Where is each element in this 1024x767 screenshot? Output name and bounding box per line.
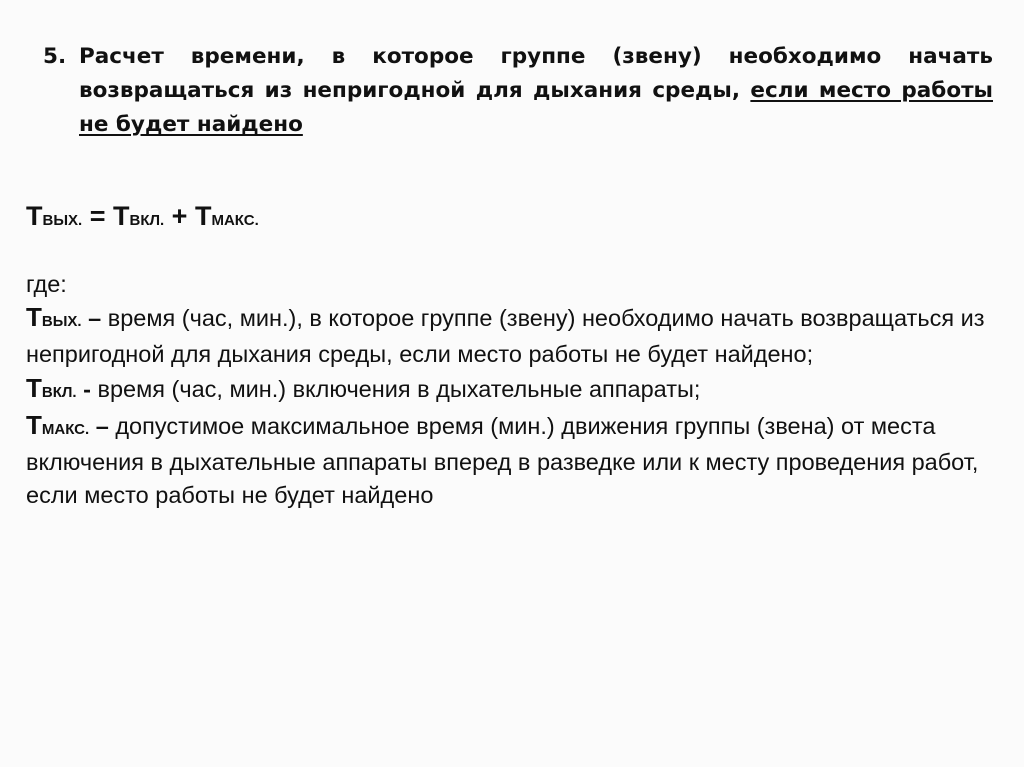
definitions bbox=[26, 268, 1001, 512]
formula-t1-sub: ВКЛ. bbox=[129, 212, 165, 229]
formula-lhs: Т bbox=[26, 201, 43, 231]
formula-plus: + bbox=[164, 201, 195, 231]
definition-text: время (час, мин.), в которое группе (звену) необходимо начать возвращаться из непригодной для дыхания среды, если место работы не будет найдено; bbox=[26, 305, 985, 368]
heading-number: 5. bbox=[43, 44, 67, 69]
definition-item bbox=[26, 409, 1001, 513]
definition-symbol-sub: МАКС. bbox=[41, 420, 90, 438]
formula-t2-sub: МАКС. bbox=[211, 212, 259, 229]
heading-text bbox=[79, 40, 993, 142]
definition-dash: – bbox=[89, 412, 109, 439]
slide-heading bbox=[43, 40, 993, 142]
formula-t1: Т bbox=[112, 201, 130, 231]
formula-t2: Т bbox=[194, 201, 212, 231]
definition-symbol-sub: ВЫХ. bbox=[41, 313, 82, 331]
definition-dash: – bbox=[81, 305, 102, 332]
definition-symbol: Т bbox=[26, 372, 42, 403]
definition-item bbox=[26, 372, 1001, 409]
definition-item bbox=[26, 301, 1001, 371]
definition-symbol-sub: ВКЛ. bbox=[41, 383, 77, 401]
heading-text-plain: Расчет времени, в которое группе (звену) необходимо начать возвращаться из непригодной для дыхания среды, bbox=[79, 44, 993, 103]
definition-text: допустимое максимальное время (мин.) движения группы (звена) от места включения в дыхательные аппараты вперед в разведке или к месту проведения работ, если место работы не будет найдено bbox=[26, 412, 979, 509]
definition-symbol: Т bbox=[26, 409, 42, 440]
where-label: где: bbox=[26, 271, 67, 297]
definition-symbol: Т bbox=[26, 302, 42, 333]
formula-eq: = bbox=[82, 201, 113, 231]
definition-dash: - bbox=[76, 375, 91, 402]
formula-lhs-sub: ВЫХ. bbox=[42, 212, 83, 229]
formula bbox=[26, 198, 259, 239]
heading-text-underlined: если место работы не будет найдено bbox=[79, 78, 993, 137]
definition-text: время (час, мин.) включения в дыхательные аппараты; bbox=[90, 375, 701, 402]
